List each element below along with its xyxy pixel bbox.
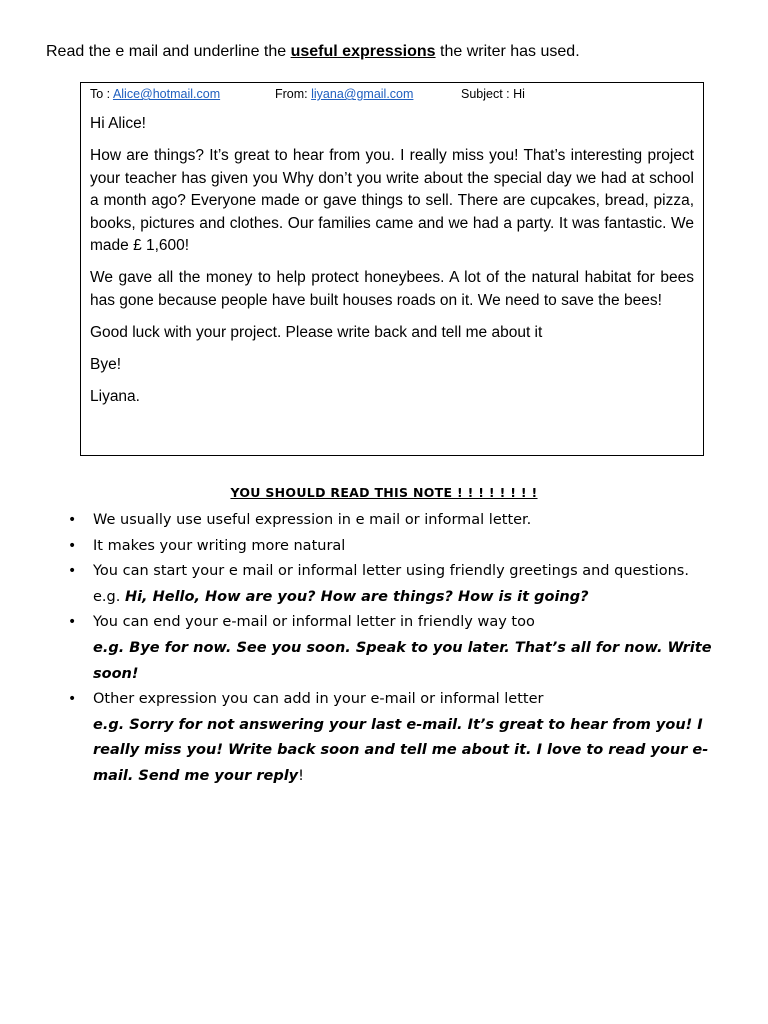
- instruction-suffix: the writer has used.: [435, 43, 580, 60]
- email-body: [90, 113, 694, 418]
- email-paragraph-3: Good luck with your project. Please write back and tell me about it: [90, 323, 543, 341]
- email-to: [90, 87, 220, 101]
- list-item: [64, 508, 724, 534]
- list-item: [64, 687, 724, 789]
- email-paragraph-2: We gave all the money to help protect honeybees. A lot of the natural habitat for bees has gone because people have built houses roads on it. We need to save the bees!: [90, 269, 694, 309]
- note-item-4: You can end your e-mail or informal letter in friendly way too: [93, 614, 535, 631]
- note-item-1: We usually use useful expression in e mail or informal letter.: [93, 512, 532, 528]
- email-signature: Liyana.: [90, 387, 140, 405]
- note-item-2: It makes your writing more natural: [93, 537, 346, 554]
- email-box: [80, 82, 704, 456]
- list-item: [64, 534, 724, 560]
- note-list: [64, 508, 724, 790]
- note-item-5-end: !: [298, 767, 304, 784]
- email-to-link[interactable]: Alice@hotmail.com: [112, 87, 221, 101]
- email-subject: Subject : Hi: [461, 87, 525, 101]
- note-item-5-examples: e.g. Sorry for not answering your last e-mail. It’s great to hear from you! I really miss you! Write back soon and tell me about it. I love to read your e-mail. Send me your reply: [93, 716, 709, 784]
- email-closing: Bye!: [90, 355, 122, 373]
- instruction-text: [46, 43, 580, 61]
- bullet-icon: •: [68, 537, 77, 554]
- bullet-icon: •: [68, 691, 77, 708]
- bullet-icon: •: [68, 614, 77, 631]
- email-from-link[interactable]: liyana@gmail.com: [311, 87, 414, 101]
- email-to-label: To :: [90, 87, 113, 101]
- email-from-label: From:: [275, 87, 312, 101]
- email-paragraph-1: How are things? It’s great to hear from you. I really miss you! That’s interesting project your teacher has given you Why don’t you write about the special day we had at school a month ago? Everyone made or gave things to sell. There are cupcakes, bread, pizza, books, pictures and clothes. Our families came and we had a party. It was fantastic. We made £ 1,600!: [90, 147, 694, 254]
- note-item-5: Other expression you can add in your e-mail or informal letter: [93, 691, 544, 708]
- note-title: YOU SHOULD READ THIS NOTE ! ! ! ! ! ! ! !: [230, 485, 538, 500]
- note-item-3: You can start your e mail or informal letter using friendly greetings and questions.: [93, 563, 689, 580]
- instruction-emphasis: useful expressions: [290, 43, 436, 60]
- example-label: e.g.: [93, 588, 125, 605]
- list-item: [64, 610, 724, 687]
- bullet-icon: •: [68, 512, 77, 528]
- note-item-4-examples: e.g. Bye for now. See you soon. Speak to you later. That’s all for now. Write soon!: [93, 639, 712, 682]
- email-from: [275, 87, 413, 101]
- bullet-icon: •: [68, 563, 77, 580]
- note-item-3-examples: Hi, Hello, How are you? How are things? How is it going?: [124, 588, 589, 605]
- email-greeting: Hi Alice!: [90, 115, 146, 132]
- list-item: [64, 559, 724, 610]
- instruction-prefix: Read the e mail and underline the: [46, 43, 291, 60]
